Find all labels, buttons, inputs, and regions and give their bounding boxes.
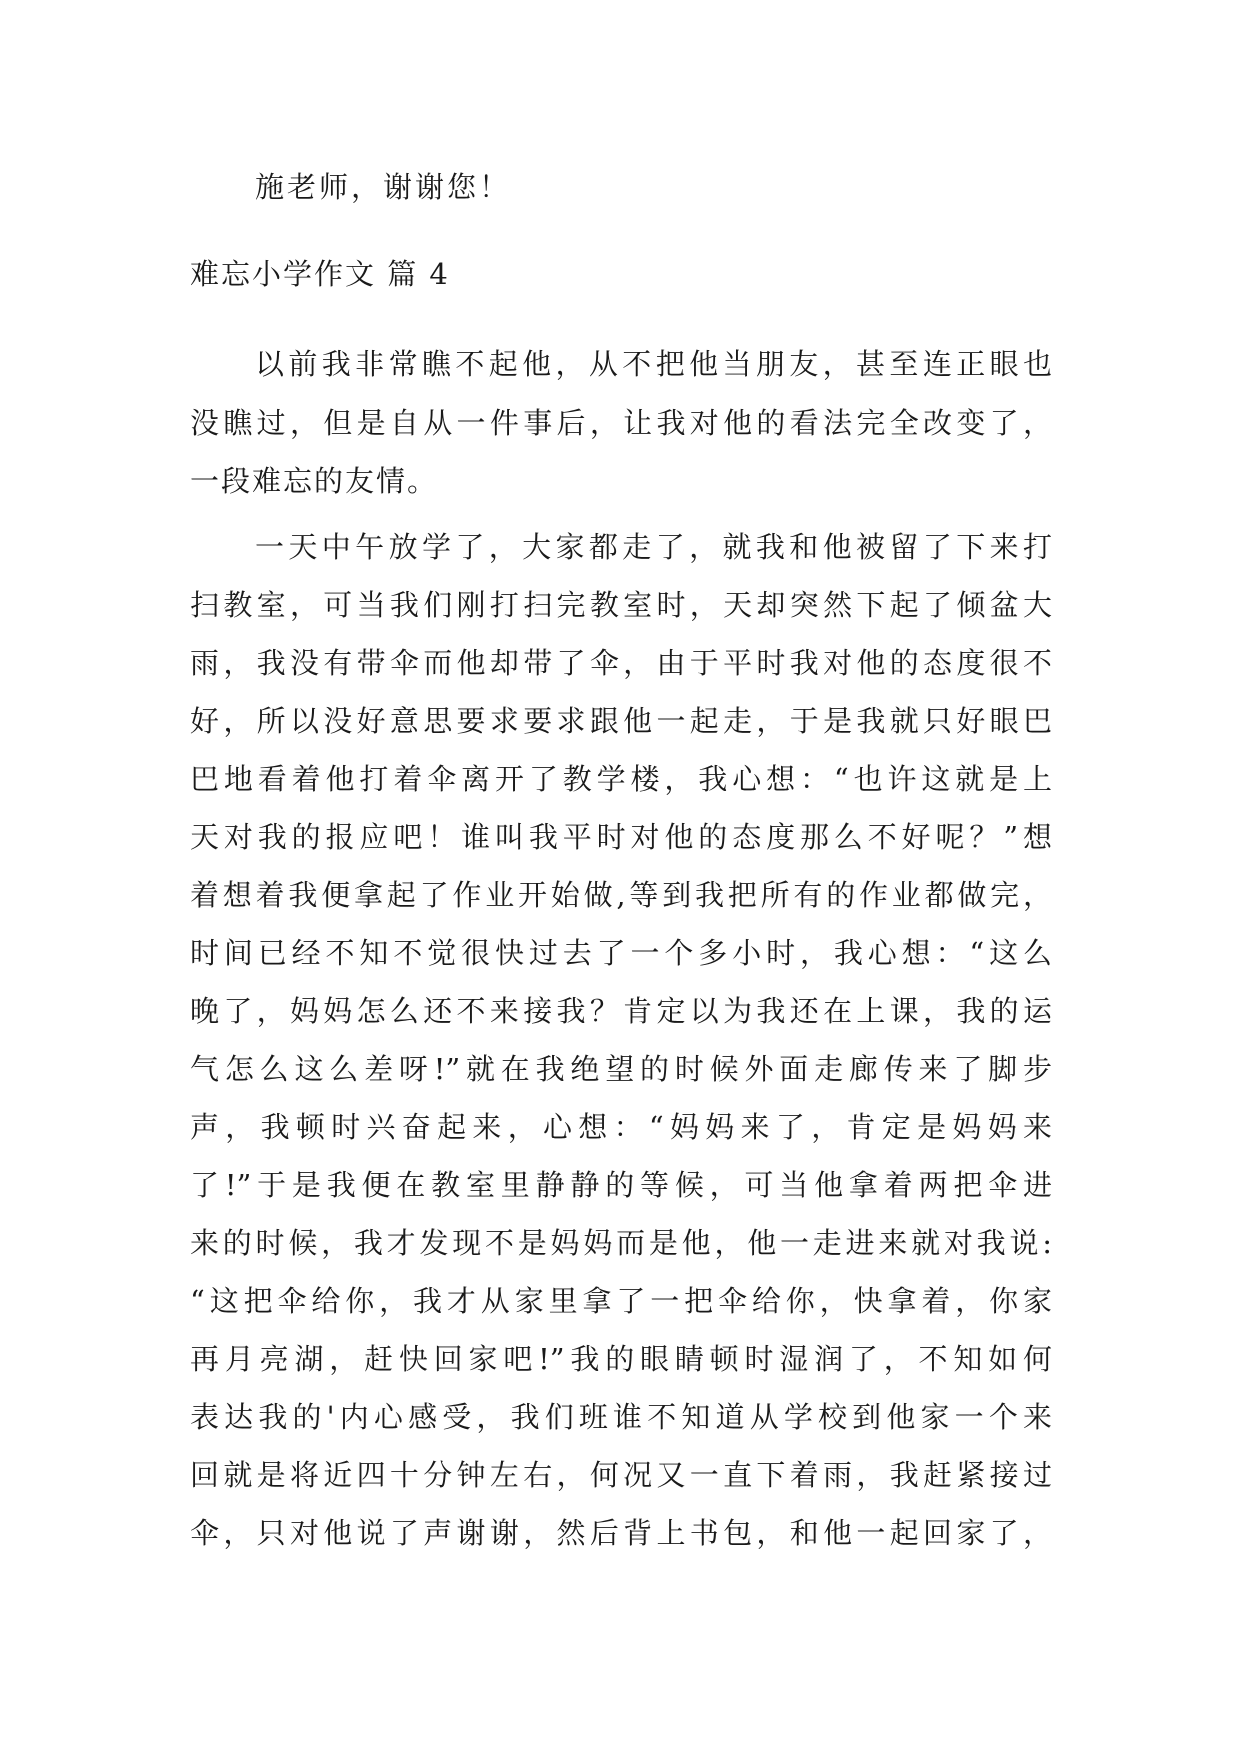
paragraph-line: 巴地看着他打着伞离开了教学楼，我心想：“也许这就是上 xyxy=(190,762,1052,796)
paragraph-line: 以前我非常瞧不起他，从不把他当朋友，甚至连正眼也 xyxy=(255,347,1052,381)
paragraph-line: 再月亮湖，赶快回家吧!”我的眼睛顿时湿润了，不知如何 xyxy=(190,1342,1052,1376)
paragraph-line: 好，所以没好意思要求要求跟他一起走，于是我就只好眼巴 xyxy=(190,704,1052,738)
paragraph-line: 气怎么这么差呀!”就在我绝望的时候外面走廊传来了脚步 xyxy=(190,1052,1052,1086)
paragraph-line: 来的时候，我才发现不是妈妈而是他，他一走进来就对我说: xyxy=(190,1226,1052,1260)
paragraph-line: 晚了，妈妈怎么还不来接我？肯定以为我还在上课，我的运 xyxy=(190,994,1052,1028)
paragraph-line: 声，我顿时兴奋起来，心想：“妈妈来了，肯定是妈妈来 xyxy=(190,1110,1052,1144)
paragraph-line: 天对我的报应吧！谁叫我平时对他的态度那么不好呢？”想 xyxy=(190,820,1052,854)
paragraph-line: 表达我的'内心感受，我们班谁不知道从学校到他家一个来 xyxy=(190,1400,1052,1434)
closing-line: 施老师，谢谢您！ xyxy=(255,170,512,204)
paragraph-line: 没瞧过，但是自从一件事后，让我对他的看法完全改变了， xyxy=(190,406,1052,440)
paragraph-line: 扫教室，可当我们刚打扫完教室时，天却突然下起了倾盆大 xyxy=(190,588,1052,622)
paragraph-line: 伞，只对他说了声谢谢，然后背上书包，和他一起回家了， xyxy=(190,1516,1052,1550)
paragraph-line: 了!”于是我便在教室里静静的等候，可当他拿着两把伞进 xyxy=(190,1168,1052,1202)
paragraph-line: 一段难忘的友情。 xyxy=(190,464,439,498)
paragraph-line: 一天中午放学了，大家都走了，就我和他被留了下来打 xyxy=(255,530,1052,564)
paragraph-line: 着想着我便拿起了作业开始做,等到我把所有的作业都做完， xyxy=(190,878,1052,912)
paragraph-line: 回就是将近四十分钟左右，何况又一直下着雨，我赶紧接过 xyxy=(190,1458,1052,1492)
section-title: 难忘小学作文 篇 4 xyxy=(190,257,450,291)
paragraph-line: 雨，我没有带伞而他却带了伞，由于平时我对他的态度很不 xyxy=(190,646,1052,680)
paragraph-line: 时间已经不知不觉很快过去了一个多小时，我心想：“这么 xyxy=(190,936,1052,970)
paragraph-line: “这把伞给你，我才从家里拿了一把伞给你，快拿着，你家 xyxy=(190,1284,1052,1318)
